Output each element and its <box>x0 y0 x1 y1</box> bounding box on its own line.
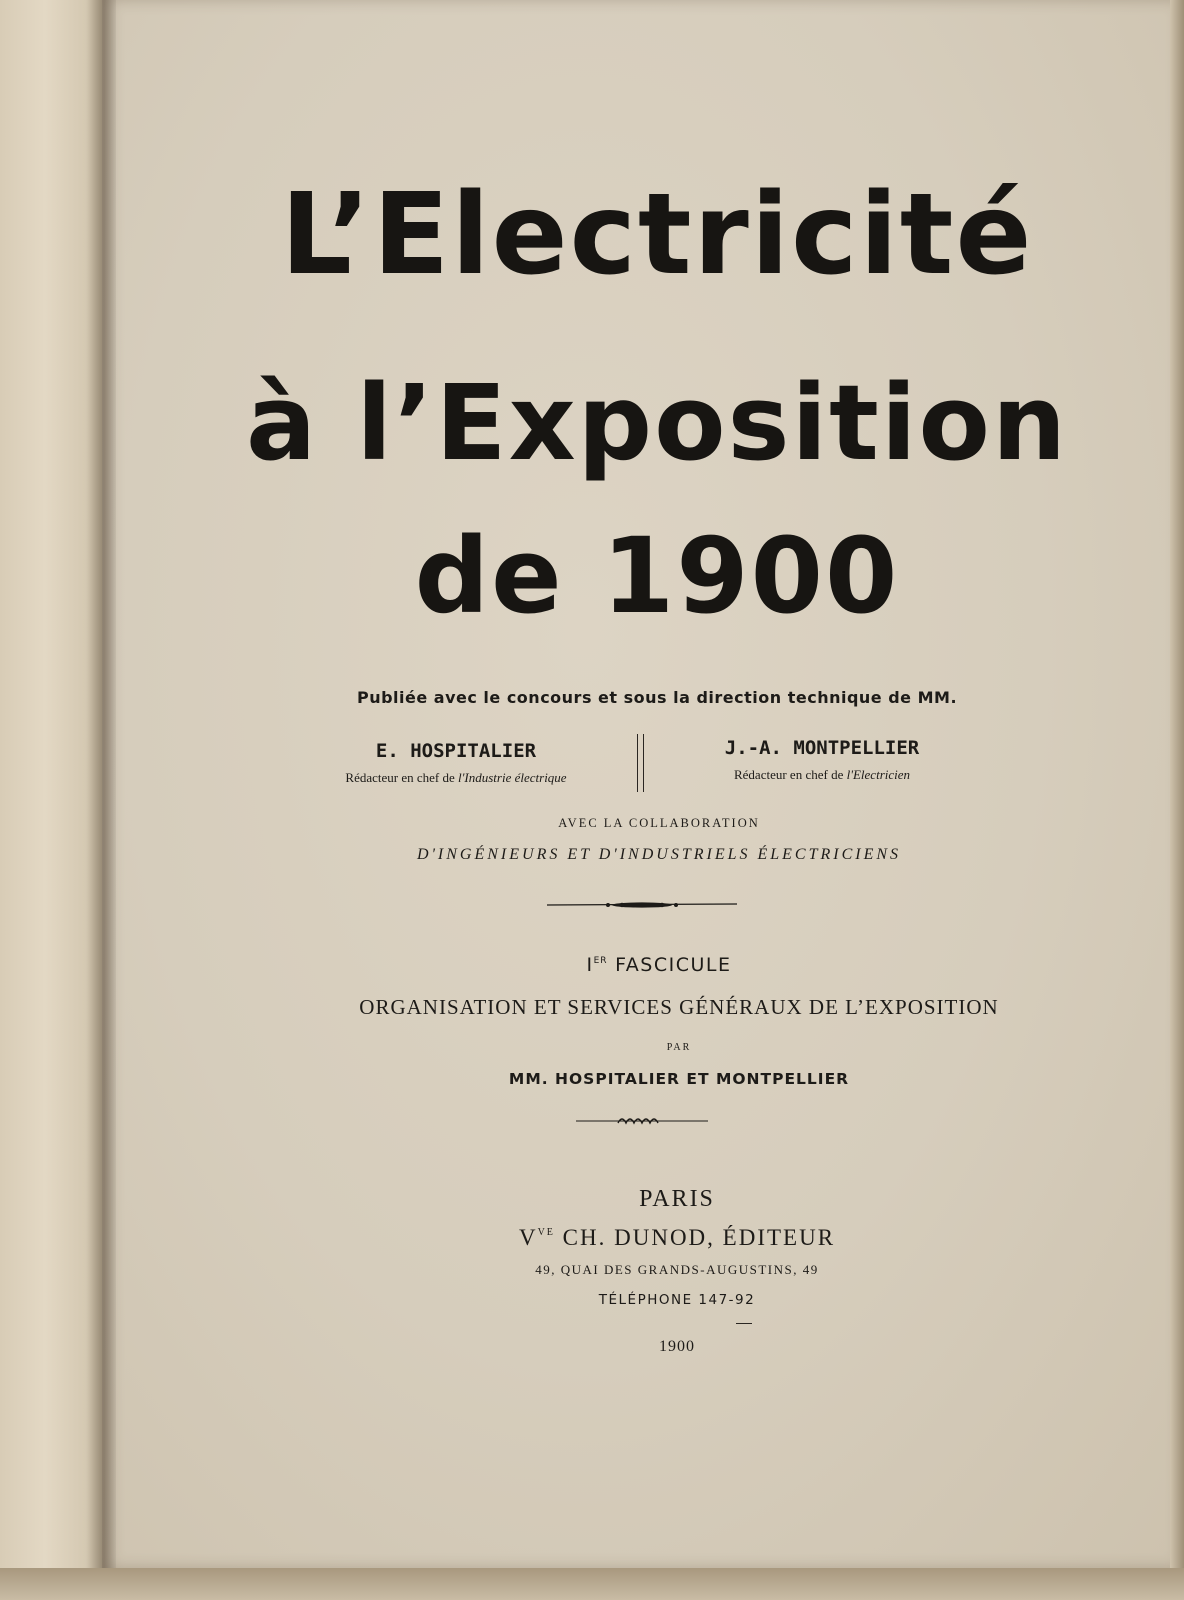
publisher-name-line <box>142 1225 1184 1251</box>
collaboration-line-1: AVEC LA COLLABORATION <box>558 816 760 830</box>
author-journal: l'Industrie électrique <box>458 770 567 785</box>
author-journal: l'Electricien <box>846 767 911 782</box>
ornament-rule-icon <box>542 895 742 915</box>
publisher-city: PARIS <box>639 1186 715 1212</box>
publisher-address: 49, QUAI DES GRANDS-AUGUSTINS, 49 <box>535 1262 819 1277</box>
collaboration-line-2: D'INGÉNIEURS ET D'INDUSTRIELS ÉLECTRICIENS <box>416 846 902 863</box>
publisher-name: CH. DUNOD, ÉDITEUR <box>562 1225 836 1250</box>
author-name: J.-A. MONTPELLIER <box>724 737 920 759</box>
author-role-prefix: Rédacteur en chef de <box>345 770 459 785</box>
fascicule-label: FASCICULE <box>615 954 732 976</box>
greek-key-ornament-icon <box>572 1112 712 1128</box>
fascicule-number-sup: ER <box>593 956 608 966</box>
title-line-1: L’Electricité <box>280 170 1034 300</box>
author-role <box>662 767 982 783</box>
fascicule-subject: ORGANISATION ET SERVICES GÉNÉRAUX DE L’EXPOSITION <box>359 995 999 1019</box>
right-page-edge <box>1170 0 1184 1600</box>
author-hospitalier <box>296 740 616 786</box>
fascicule-number: I <box>586 954 594 976</box>
double-rule-divider <box>637 734 644 792</box>
author-montpellier <box>662 737 982 783</box>
publisher-phone: TÉLÉPHONE 147-92 <box>598 1292 756 1308</box>
publication-note: Publiée avec le concours et sous la direction technique de MM. <box>356 688 958 707</box>
title-line-2: à l’Exposition <box>246 362 1068 484</box>
fascicule-heading <box>124 954 1184 976</box>
publisher-prefix-sup: VE <box>537 1227 555 1238</box>
author-role-prefix: Rédacteur en chef de <box>733 767 847 782</box>
par-label: PAR <box>666 1042 692 1053</box>
publisher-prefix: V <box>518 1225 538 1250</box>
publication-year: 1900 <box>659 1338 695 1355</box>
title-line-3: de 1900 <box>414 515 900 637</box>
title-page <box>102 0 1172 1568</box>
separator-dash <box>736 1323 752 1324</box>
bottom-binding-edge <box>0 1568 1184 1600</box>
author-name: E. HOSPITALIER <box>375 740 537 762</box>
author-role <box>296 770 616 786</box>
binding-shadow <box>86 0 116 1600</box>
fascicule-authors: MM. HOSPITALIER ET MONTPELLIER <box>508 1070 850 1088</box>
